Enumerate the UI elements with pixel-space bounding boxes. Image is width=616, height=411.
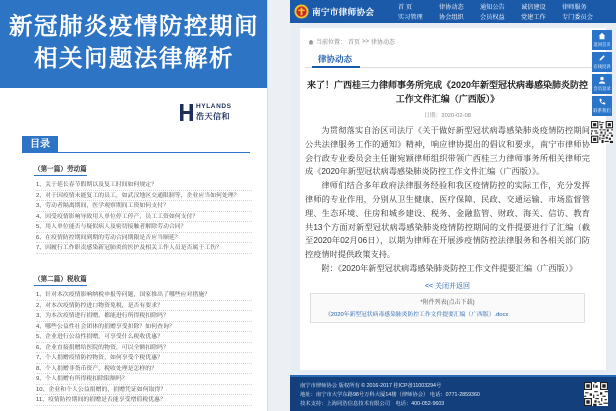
association-emblem-icon [294, 4, 309, 19]
main-nav-row1 [398, 3, 608, 12]
float-button-contact[interactable] [592, 96, 612, 116]
breadcrumb-current-link[interactable]: 律协动态 [371, 40, 396, 46]
toc-list-tax [36, 290, 252, 406]
article-paragraph: 为贯彻落实自治区司法厅《关于做好新型冠状病毒感染肺炎疫情防控期间公共法律服务工作的通知》精神，响应律协提出的倡议和要求，南宁市律师协会行政专业委员会主任谢宛颖律师组织带领广西桂三力律师事务所相关律师完成《2020年新型冠状病毒感染肺炎防控工作文件汇编（广西版）》。 [305, 126, 590, 177]
nav-item-integrity[interactable]: 诚信建设 [521, 4, 546, 11]
home-icon [598, 32, 606, 40]
toc-heading-tax: （第二篇）税收篇 [34, 276, 87, 286]
footer-address: 地址：南宁市大学东路98号万科大厦14楼（律师协会） 电话：0771-2859360 [300, 392, 480, 398]
nav-item-member-rights[interactable]: 会员权益 [480, 14, 505, 21]
nav-item-internship[interactable]: 实习管理 [398, 14, 423, 21]
toc-label: 目录 [22, 136, 58, 153]
attachments-box [310, 293, 585, 323]
nav-item-home[interactable]: 首 页 [398, 4, 413, 11]
document-preview [0, 0, 268, 411]
section-title: 律协动态 [318, 54, 353, 64]
section-divider-accent [312, 66, 360, 68]
floating-side-menu [592, 30, 612, 118]
site-header [290, 0, 616, 23]
footer-copyright: 南宁市律师协会 版权所有 © 2016-2017 桂ICP备11003294号 [300, 383, 442, 389]
toc-item: 6、企业直接捐赠给医院的物资，可以全额扣除吗？ [36, 343, 252, 354]
phone-icon [598, 98, 606, 106]
site-logo-text[interactable]: 南宁市律师协会 [312, 7, 375, 17]
footer-text [300, 382, 580, 409]
document-title-line2: 相关问题法律解析 [34, 45, 234, 71]
toc-item: 7、因履行工作职责感染新冠肺炎的医护及相关工作人员是否属于工伤？ [36, 243, 252, 254]
edit-icon [598, 54, 606, 62]
float-button-label: 联系我们 [593, 108, 611, 113]
toc-item: 9、个人捐赠有所得税扣除限额吗？ [36, 374, 252, 385]
toc-heading-labor: （第一篇）劳动篇 [34, 166, 87, 176]
nav-item-services[interactable]: 律师服务 [562, 4, 587, 11]
article-title: 来了！广西桂三力律师事务所完成《2020年新型冠状病毒感染肺炎防控工作文件汇编（广西版）》 [306, 80, 589, 104]
float-button-label: 返回首页 [593, 42, 611, 47]
toc-item: 5、用人单位能否与疑似病人及密切接触者解除劳动合同？ [36, 222, 252, 233]
nav-item-news[interactable]: 律协动态 [439, 4, 464, 11]
breadcrumb [308, 37, 395, 46]
panel-gap [268, 0, 290, 411]
toc-item: 10、企业和个人公益捐赠的，捐赠凭证如何取得？ [36, 385, 252, 396]
site-body [290, 23, 616, 375]
document-title-line1: 新冠肺炎疫情防控期间 [9, 13, 259, 39]
toc-list-labor [36, 180, 252, 254]
qr-code-icon [591, 121, 613, 143]
toc-item: 8、个人捐赠非货币资产，税收处理是怎样的？ [36, 364, 252, 375]
nav-item-notices[interactable]: 通知公告 [480, 4, 505, 11]
breadcrumb-prefix: 当前位置： [316, 40, 347, 46]
toc-item: 2、对于因疫情未能复工的员工，如武汉地区交通限制等，企业应当如何处理？ [36, 191, 252, 202]
footer-qr-code-icon [584, 382, 608, 406]
logo-english-text: HYLANDS [196, 103, 232, 110]
toc-item: 4、因受疫情影响导致用人单位停工停产，员工工资如何支付？ [36, 212, 252, 223]
toc-item: 6、在疫情防控期间到期的劳动合同期限是否应当顺延？ [36, 233, 252, 244]
article-card [300, 28, 606, 370]
toc-item: 7、个人捐赠疫情防控物资，如何享受个税优惠？ [36, 353, 252, 364]
nav-item-party[interactable]: 党建工作 [521, 14, 546, 21]
toc-item: 3、劳动者隔离期间，医学观察期间工资如何支付？ [36, 201, 252, 212]
toc-item: 4、哪些公益性社会团体的捐赠享受扣除？如何查询？ [36, 322, 252, 333]
toc-item: 1、针对本次疫情影响纳税申报等问题，国家推出了哪些应对措施？ [36, 290, 252, 301]
site-footer [290, 375, 616, 411]
logo-chinese-text: 浩天信和 [196, 112, 230, 121]
float-button-home[interactable] [592, 30, 612, 50]
nav-item-committees[interactable]: 专门委员会 [562, 14, 593, 21]
home-icon [308, 39, 314, 45]
article-date: 日期：2020-02-08 [423, 113, 472, 119]
close-and-return-link[interactable]: << 关闭并返回 [424, 283, 471, 290]
toc-divider [58, 152, 250, 153]
hylands-logo-icon [180, 104, 193, 121]
footer-tech-support: 技术支持：上海同浩信息技术有限公司 电话：400-052-9603 [300, 401, 445, 407]
breadcrumb-separator: >> [362, 38, 370, 45]
article-body [305, 124, 590, 276]
nav-item-organization[interactable]: 协会组织 [439, 14, 464, 21]
breadcrumb-home-link[interactable]: 首页 [348, 40, 361, 46]
float-button-label: 会员登录 [593, 86, 611, 91]
float-button-complaint[interactable] [592, 52, 612, 72]
toc-item: 3、为本次疫情进行捐赠，都能进行所得税扣除吗？ [36, 311, 252, 322]
toc-item: 5、企业进行公益性捐赠，可享受什么税收优惠？ [36, 332, 252, 343]
float-button-label: 在线投诉 [593, 64, 611, 69]
toc-item: 2、对本次疫情防控进口物资免税，是否有要求？ [36, 301, 252, 312]
article-paragraph: 律师们结合多年政府法律服务经验和我区疫情防控的实际工作，充分发挥律师的专业作用，分别从卫生健康、医疗保障、民政、交通运输、市场监督管理、生态环境、住房和城乡建设、税务、金融监管、财政、海关、信访、教育共13个方面对新型冠状病毒感染肺炎疫情防控期间的文件提要进行了汇编（截至2020年02月06日），以期为律师在开展涉疫情防控法律服务和各相关部门防控疫情时提供政策支持。 [305, 181, 590, 260]
toc-item: 11、疫情防控期间的捐赠是否能享受增值税优惠？ [36, 395, 252, 406]
attachment-download-link[interactable]: 《2020年新型冠状病毒感染肺炎防控工作文件提要汇编（广西版）.docx [325, 312, 509, 318]
float-button-login[interactable] [592, 74, 612, 94]
user-icon [598, 76, 606, 84]
toc-item: 1、关于延长春节假期以及复工时间如何规定？ [36, 180, 252, 191]
main-nav-row2 [398, 13, 608, 22]
attachments-label: *附件列表(点击下载) [420, 300, 475, 306]
article-appendix: 附：《2020年新型冠状病毒感染肺炎防控工作文件提要汇编（广西版）》 [321, 263, 578, 273]
